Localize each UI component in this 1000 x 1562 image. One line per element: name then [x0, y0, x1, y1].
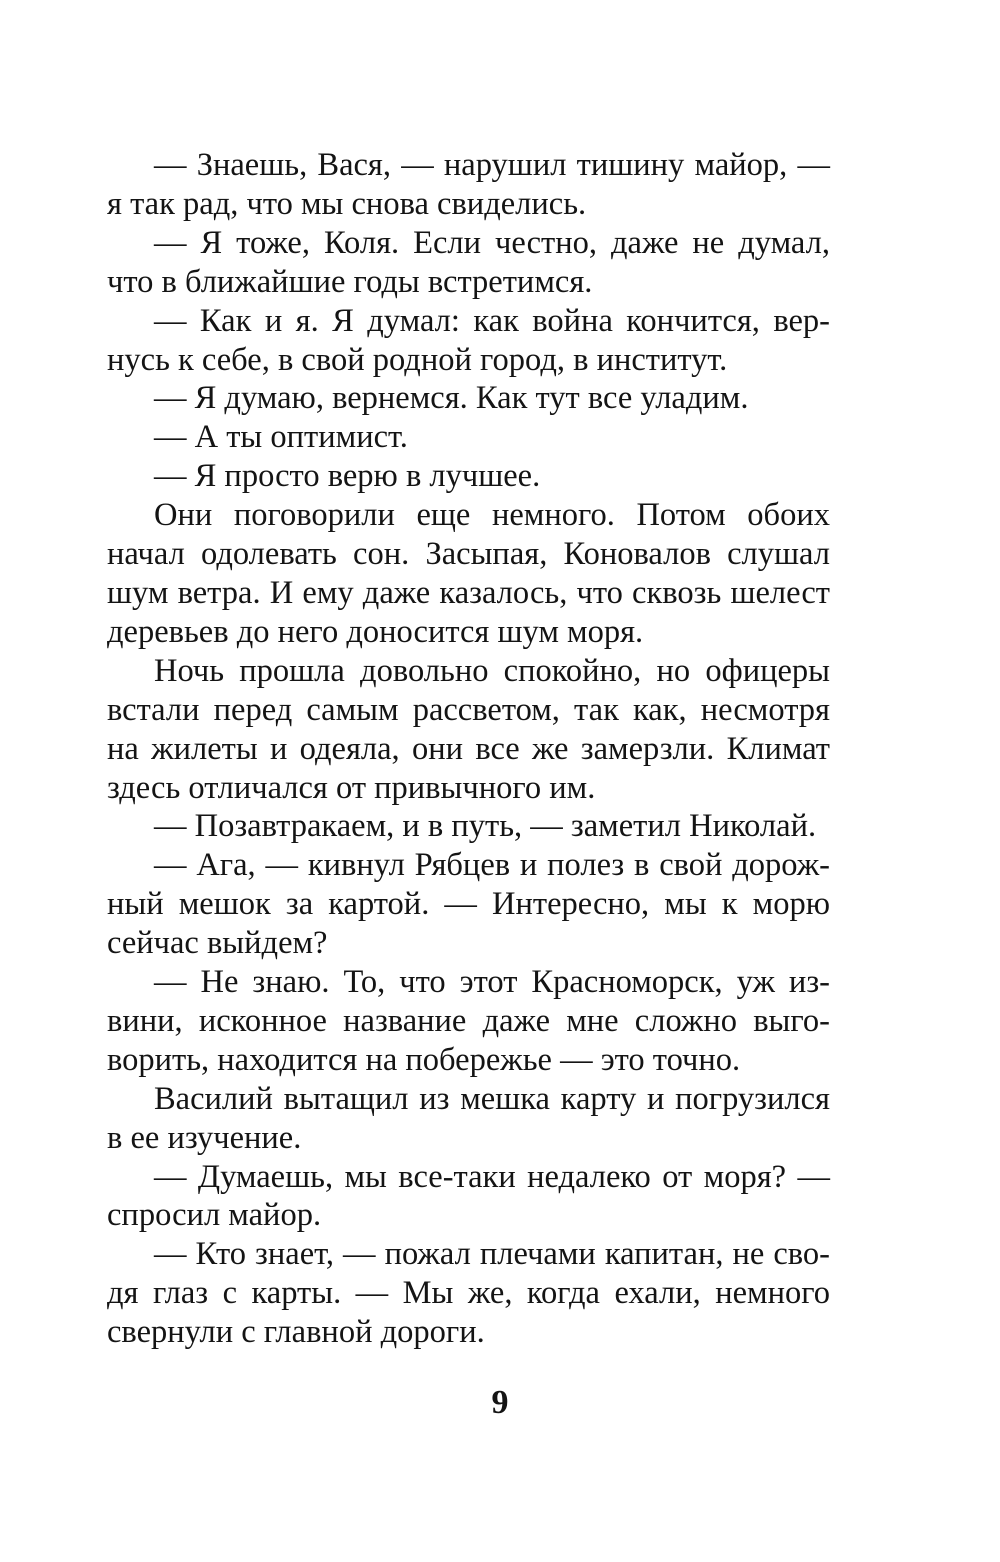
page-text — [107, 146, 830, 1352]
paragraph: Они поговорили еще немного. Потом обоих начал одолевать сон. Засыпая, Коновалов слушал шум ветра. И ему даже казалось, что сквозь шелест деревьев до него доносится шум моря. — [107, 497, 830, 650]
paragraph: — Как и я. Я думал: как война кончится, вернусь к себе, в свой родной город, в институт. — [107, 302, 830, 378]
paragraph: — Думаешь, мы все-таки недалеко от моря? — спросил майор. — [107, 1158, 830, 1234]
paragraph: — А ты оптимист. — [154, 419, 408, 456]
page-number: 9 — [491, 1384, 509, 1421]
paragraph: — Я просто верю в лучшее. — [154, 458, 541, 495]
paragraph: — Не знаю. То, что этот Красноморск, уж извини, исконное название даже мне сложно выговорить, находится на побережье — это точно. — [107, 964, 830, 1078]
paragraph: Василий вытащил из мешка карту и погрузился в ее изучение. — [107, 1080, 830, 1156]
paragraph: — Ага, — кивнул Рябцев и полез в свой дорожный мешок за картой. — Интересно, мы к морю сейчас выйдем? — [107, 847, 830, 962]
paragraph: — Знаешь, Вася, — нарушил тишину майор, — я так рад, что мы снова свиделись. — [107, 147, 830, 222]
paragraph: — Я тоже, Коля. Если честно, даже не думал, что в ближайшие годы встретимся. — [107, 224, 830, 300]
paragraph: Ночь прошла довольно спокойно, но офицеры встали перед самым рассветом, так как, несмотря на жилеты и одеяла, они все же замерзли. Климат здесь отличался от привычного им. — [107, 652, 830, 806]
paragraph: — Кто знает, — пожал плечами капитан, не сводя глаз с карты. — Мы же, когда ехали, немного свернули с главной дороги. — [107, 1236, 830, 1351]
paragraph: — Позавтракаем, и в путь, — заметил Николай. — [154, 808, 817, 845]
paragraph: — Я думаю, вернемся. Как тут все уладим. — [154, 380, 749, 417]
